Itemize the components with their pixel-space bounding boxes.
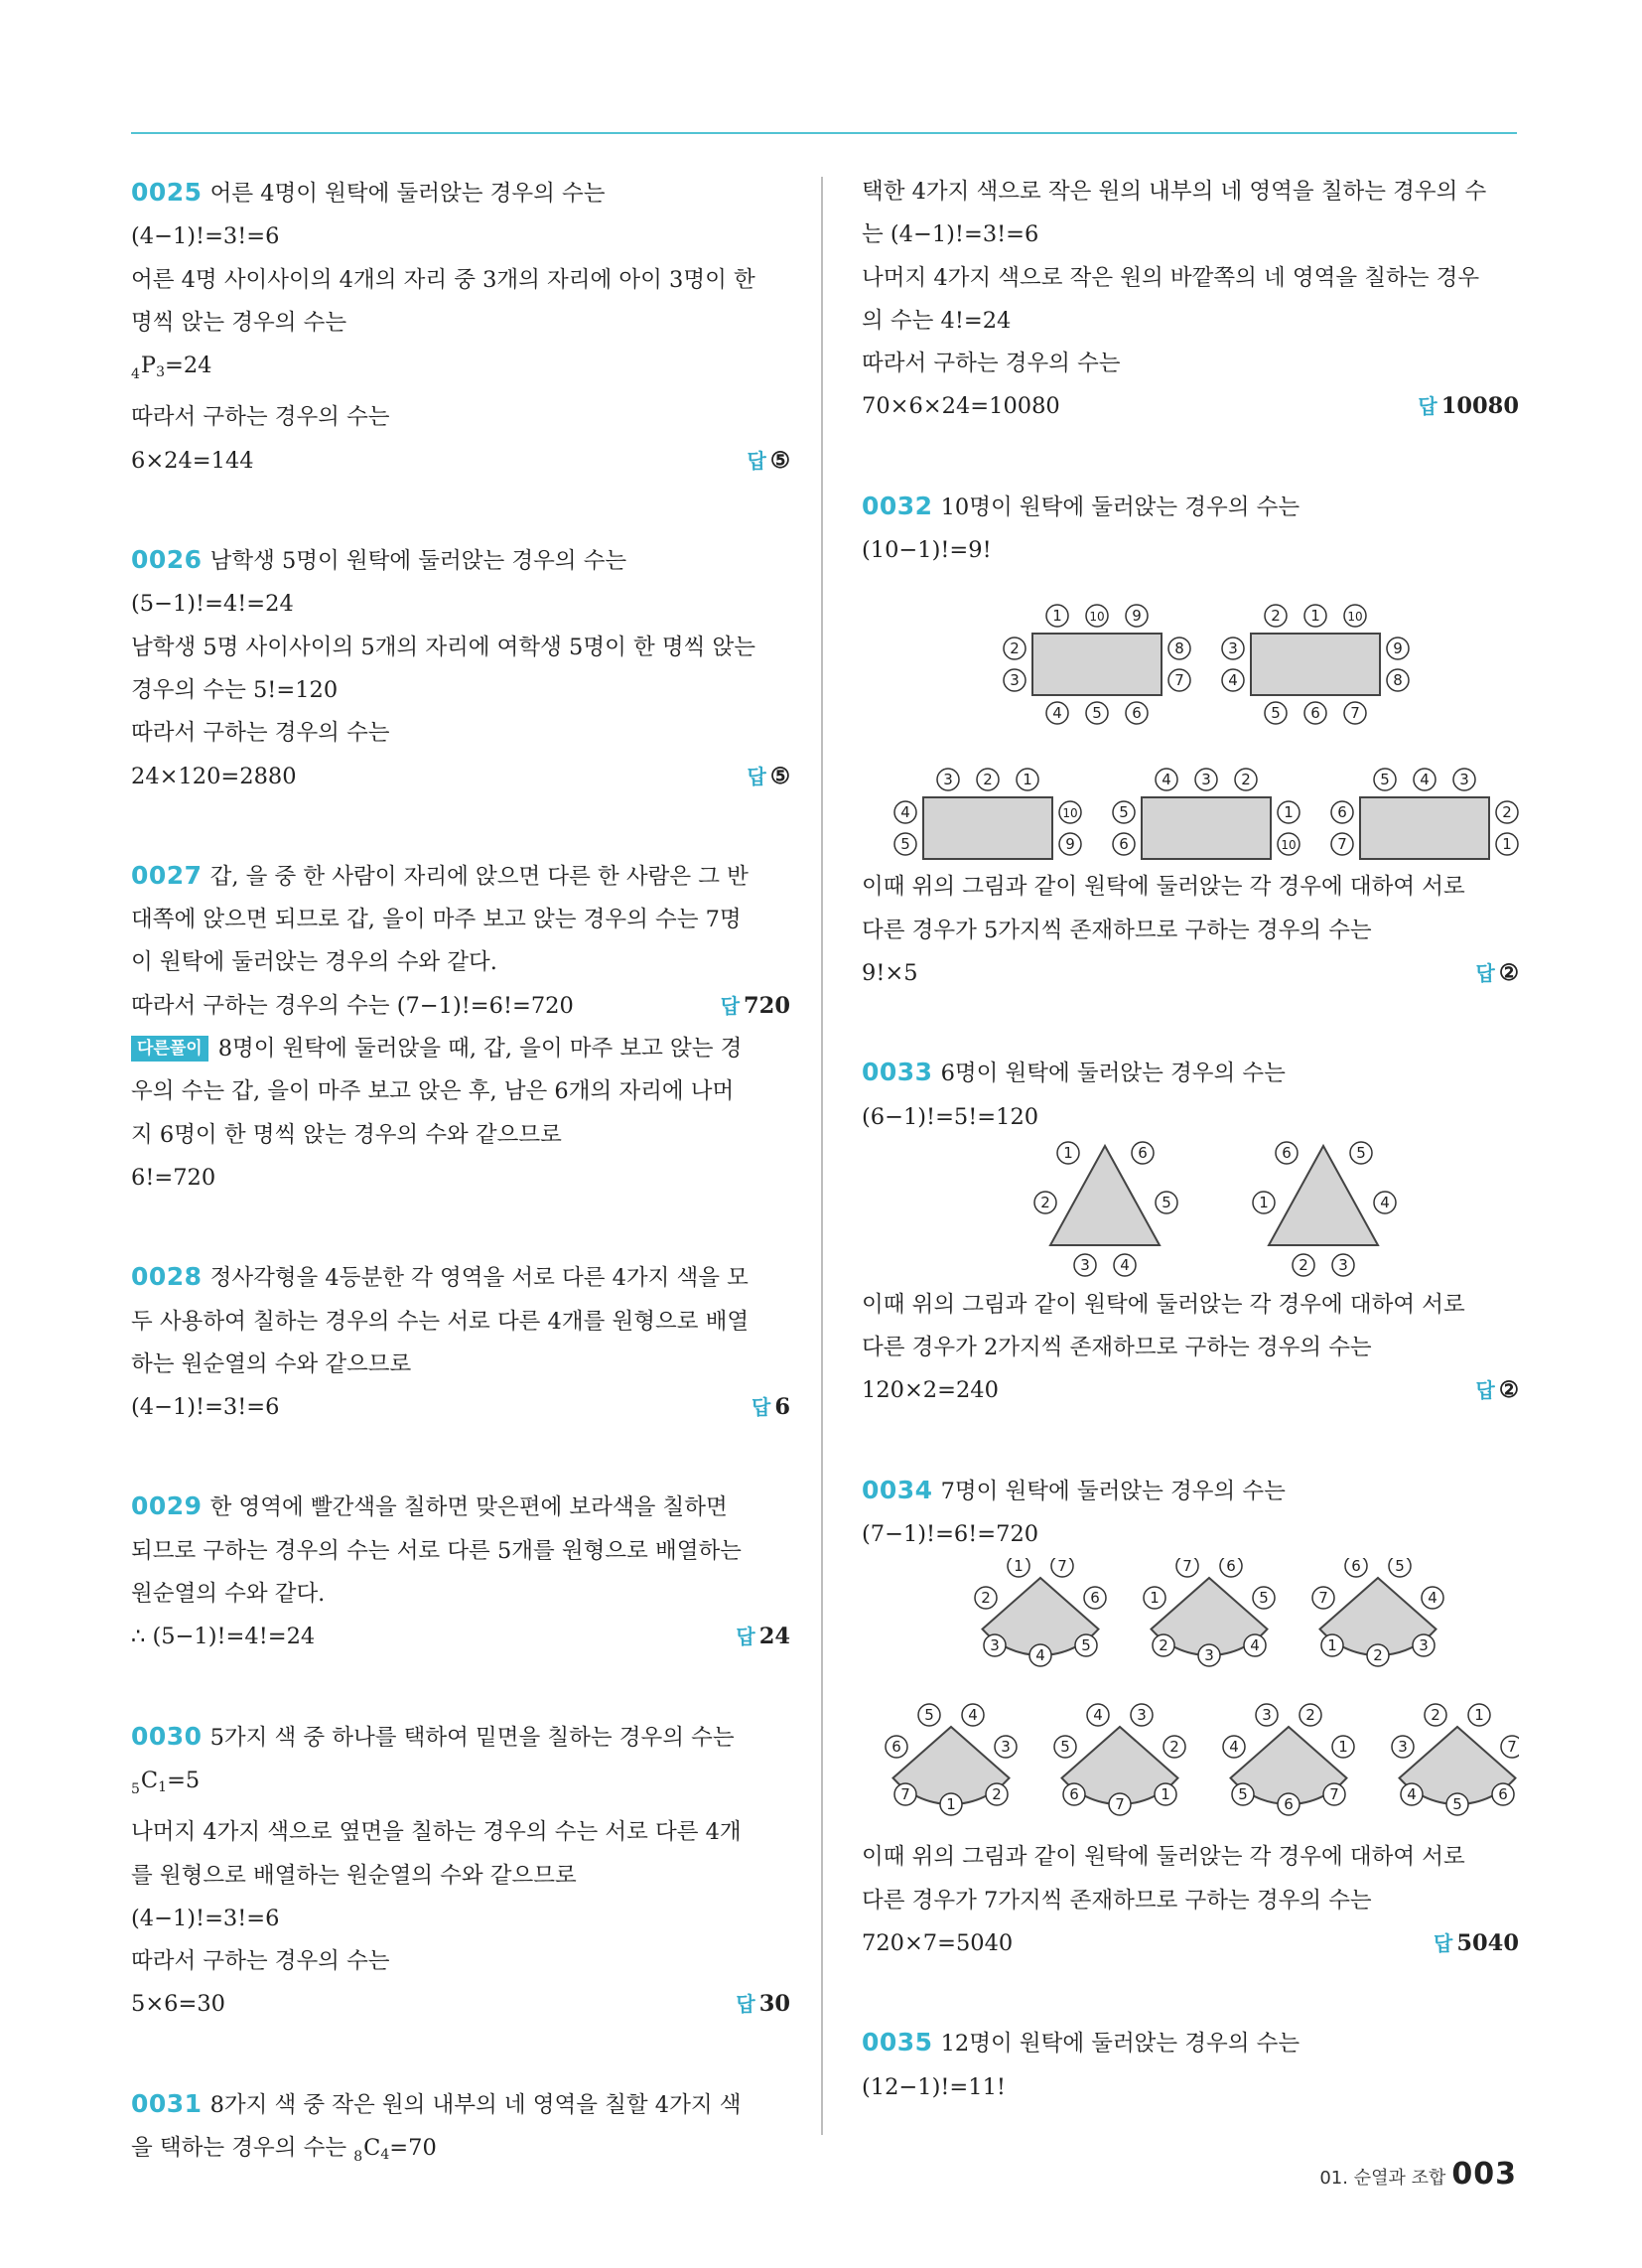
seat-label: 10: [1347, 610, 1363, 625]
table-rect: [1032, 634, 1162, 695]
seat-label: 3: [1419, 1636, 1429, 1655]
text-line: (12−1)!=11!: [862, 2073, 1006, 2100]
text-line: 하는 원순열의 수와 같으므로: [131, 1350, 412, 1377]
text-line: 9!×5: [862, 959, 918, 986]
seat-label: 6: [1282, 1143, 1292, 1162]
seat-label: 2: [1159, 1636, 1168, 1655]
text-line: 따라서 구하는 경우의 수는: [131, 404, 390, 431]
problem-0033: [862, 1051, 1519, 1412]
seat-label: 1: [1161, 1785, 1170, 1804]
seat-label: 2: [981, 1589, 991, 1608]
text-line: 따라서 구하는 경우의 수는: [131, 720, 390, 747]
answer: 답 720: [720, 992, 790, 1019]
problem-number: 0027: [131, 860, 203, 890]
formula-line: $_5C_1=5$: [131, 1767, 201, 1797]
text-line: 이 원탁에 둘러앉는 경우의 수와 같다.: [131, 949, 497, 976]
seat-label: 8: [1174, 639, 1184, 658]
text-line: 6!=720: [131, 1164, 216, 1191]
seat-label: 4: [1380, 1193, 1390, 1211]
table-rect: [1251, 634, 1380, 695]
formula-line: $_4P_3=24$: [131, 353, 212, 383]
text-line: 남학생 5명이 원탁에 둘러앉는 경우의 수는: [209, 548, 627, 575]
problem-0031-continued: [862, 171, 1519, 429]
seat-label: 4: [900, 803, 910, 822]
seat-label: 2: [992, 1785, 1002, 1804]
seat-label: 1: [1502, 835, 1512, 854]
page-number: 003: [1451, 2157, 1517, 2192]
seat-label: 5: [1395, 1558, 1405, 1576]
seat-label: 9: [1132, 607, 1142, 626]
seat-label: 4: [1229, 1738, 1239, 1757]
answer: 답 10080: [1418, 393, 1519, 420]
seat-label: 1: [946, 1795, 956, 1814]
text-line: 나머지 4가지 색으로 작은 원의 바깥쪽의 네 영역을 칠하는 경우: [862, 264, 1480, 291]
seat-label: 3: [1010, 671, 1020, 690]
text-line: 대쪽에 앉으면 되므로 갑, 을이 마주 보고 앉는 경우의 수는 7명: [131, 907, 742, 933]
seat-label: 1: [1259, 1193, 1269, 1211]
problem-number: 0035: [862, 2028, 933, 2057]
text-line: 의 수는 4!=24: [862, 307, 1012, 334]
problem-0029: [131, 1485, 790, 1658]
text-line: 이때 위의 그림과 같이 원탁에 둘러앉는 각 경우에 대하여 서로: [862, 874, 1465, 901]
seat-label: 7: [1115, 1795, 1125, 1814]
left-column: [131, 171, 790, 2234]
text-line: (4−1)!=3!=6: [131, 1905, 280, 1931]
seat-label: 3: [1001, 1738, 1011, 1757]
fan-tables-diagram: [862, 1558, 1519, 1832]
seat-label: 4: [1162, 771, 1171, 789]
right-column: [862, 171, 1519, 2165]
text-line: ∴ (5−1)!=4!=24: [131, 1624, 316, 1650]
seat-label: 3: [1137, 1706, 1147, 1725]
problem-number: 0028: [131, 1262, 203, 1292]
text-line: 다른 경우가 7가지씩 존재하므로 구하는 경우의 수는: [862, 1887, 1372, 1914]
page-footer: [1319, 2157, 1517, 2192]
seat-label: 1: [1284, 803, 1294, 822]
problem-number: 0029: [131, 1491, 203, 1521]
seat-label: 2: [983, 771, 993, 789]
seat-label: 4: [968, 1706, 978, 1725]
text-line: 다른 경우가 5가지씩 존재하므로 구하는 경우의 수는: [862, 917, 1372, 943]
problem-0032: [862, 485, 1519, 995]
text-line: 남학생 5명 사이사이의 5개의 자리에 여학생 5명이 한 명씩 앉는: [131, 634, 755, 660]
problem-0034: [862, 1469, 1519, 1965]
problem-number: 0026: [131, 545, 203, 575]
seat-label: 3: [1080, 1255, 1090, 1274]
seat-label: 1: [1474, 1706, 1484, 1725]
seat-label: 2: [1169, 1738, 1179, 1757]
seat-label: 6: [1069, 1785, 1079, 1804]
text-line: 7명이 원탁에 둘러앉는 경우의 수는: [940, 1478, 1286, 1504]
seat-label: 6: [1132, 704, 1142, 723]
seat-label: 3: [1262, 1706, 1272, 1725]
seat-label: 5: [1060, 1738, 1070, 1757]
text-line: 정사각형을 4등분한 각 영역을 서로 다른 4가지 색을 모: [209, 1265, 749, 1292]
seat-label: 5: [900, 835, 910, 854]
seat-label: 5: [1271, 704, 1281, 723]
text-line: (7−1)!=6!=720: [862, 1521, 1039, 1548]
column-divider: [821, 177, 823, 2135]
seat-label: 3: [943, 771, 953, 789]
problem-number: 0032: [862, 491, 933, 520]
seat-label: 7: [1182, 1558, 1192, 1576]
text-line: 나머지 4가지 색으로 옆면을 칠하는 경우의 수는 서로 다른 4개: [131, 1819, 742, 1846]
problem-0027: [131, 854, 790, 1200]
seat-label: 6: [1226, 1558, 1236, 1576]
seat-label: 2: [1305, 1706, 1315, 1725]
seat-label: 10: [1062, 806, 1078, 821]
text-line: 우의 수는 갑, 을이 마주 보고 앉은 후, 남은 6개의 자리에 나머: [131, 1078, 735, 1105]
text-line: 명씩 앉는 경우의 수는: [131, 309, 347, 336]
seat-label: 6: [1351, 1558, 1361, 1576]
text-line: 지 6명이 한 명씩 앉는 경우의 수와 같으므로: [131, 1121, 562, 1148]
text-line: 120×2=240: [862, 1377, 999, 1404]
text-line: 70×6×24=10080: [862, 393, 1060, 420]
text-line: (4−1)!=3!=6: [131, 1394, 280, 1421]
fan-table-figure: [862, 1558, 1519, 1836]
seat-label: 7: [1350, 704, 1360, 723]
seat-label: 5: [1356, 1143, 1366, 1162]
formula-line: 을 택하는 경우의 수는 $_8C_4=70$: [131, 2134, 437, 2165]
text-line: 이때 위의 그림과 같이 원탁에 둘러앉는 각 경우에 대하여 서로: [862, 1844, 1465, 1871]
problem-0028: [131, 1255, 790, 1429]
text-line: 경우의 수는 5!=120: [131, 676, 339, 703]
seat-label: 4: [1420, 771, 1430, 789]
chapter-title: 01. 순열과 조합: [1319, 2168, 1446, 2189]
text-line: (4−1)!=3!=6: [131, 223, 280, 250]
text-line: 를 원형으로 배열하는 원순열의 수와 같으므로: [131, 1862, 577, 1889]
text-line: (6−1)!=5!=120: [862, 1103, 1039, 1130]
seat-label: 5: [1452, 1795, 1462, 1814]
seat-label: 7: [1318, 1589, 1328, 1608]
rectangle-table-figure: [862, 574, 1519, 866]
seat-label: 1: [1150, 1589, 1160, 1608]
seat-label: 5: [1259, 1589, 1269, 1608]
header-rule: [131, 132, 1517, 134]
seat-label: 9: [1393, 639, 1403, 658]
seat-label: 6: [1119, 835, 1129, 854]
seat-label: 2: [1241, 771, 1251, 789]
alt-solution-badge: 다른풀이: [131, 1036, 208, 1062]
text-line: 이때 위의 그림과 같이 원탁에 둘러앉는 각 경우에 대하여 서로: [862, 1291, 1465, 1318]
seat-label: 5: [1119, 803, 1129, 822]
seat-label: 6: [1498, 1785, 1508, 1804]
seat-label: 6: [891, 1738, 901, 1757]
seat-label: 5: [1380, 771, 1390, 789]
seat-label: 7: [1507, 1738, 1517, 1757]
text-line: 8가지 색 중 작은 원의 내부의 네 영역을 칠할 4가지 색: [209, 2091, 742, 2118]
answer: 답 30: [736, 1991, 790, 2018]
answer: 답 ⑤: [747, 763, 790, 789]
seat-label: 2: [1271, 607, 1281, 626]
seat-label: 1: [1310, 607, 1320, 626]
text-line: 6명이 원탁에 둘러앉는 경우의 수는: [940, 1061, 1286, 1087]
text-line: (5−1)!=4!=24: [131, 591, 294, 618]
text-line: 되므로 구하는 경우의 수는 서로 다른 5개를 원형으로 배열하는: [131, 1537, 742, 1564]
answer: 답 ②: [1475, 959, 1519, 986]
seat-label: 3: [1459, 771, 1469, 789]
seat-label: 1: [1338, 1738, 1348, 1757]
seat-label: 7: [1174, 671, 1184, 690]
text-line: 따라서 구하는 경우의 수는: [131, 1948, 390, 1975]
seat-label: 2: [1431, 1706, 1440, 1725]
seat-label: 4: [1407, 1785, 1417, 1804]
seat-label: 3: [1201, 771, 1211, 789]
text-line: 두 사용하여 칠하는 경우의 수는 서로 다른 4개를 원형으로 배열: [131, 1308, 750, 1335]
text-line: 5가지 색 중 하나를 택하여 밑면을 칠하는 경우의 수는: [209, 1724, 735, 1751]
seat-label: 2: [1299, 1255, 1308, 1274]
answer: 답 ②: [1475, 1377, 1519, 1404]
text-line: 택한 4가지 색으로 작은 원의 내부의 네 영역을 칠하는 경우의 수: [862, 179, 1487, 205]
text-line: 6×24=144: [131, 447, 254, 474]
seat-label: 4: [1093, 1706, 1103, 1725]
seat-label: 7: [900, 1785, 910, 1804]
seat-label: 4: [1250, 1636, 1260, 1655]
answer: 답 ⑤: [747, 447, 790, 474]
seat-label: 6: [1138, 1143, 1148, 1162]
seat-label: 1: [1014, 1558, 1024, 1576]
problem-0035: [862, 2021, 1519, 2109]
problem-number: 0031: [131, 2088, 203, 2118]
seat-label: 7: [1329, 1785, 1339, 1804]
seat-label: 6: [1310, 704, 1320, 723]
seat-label: 5: [1238, 1785, 1248, 1804]
seat-label: 1: [1052, 607, 1062, 626]
seat-label: 1: [1023, 771, 1032, 789]
text-line: 다른 경우가 2가지씩 존재하므로 구하는 경우의 수는: [862, 1335, 1372, 1361]
answer: 답 6: [752, 1394, 790, 1421]
problem-0030: [131, 1715, 790, 2027]
text-line: 원순열의 수와 같다.: [131, 1581, 326, 1608]
seat-label: 4: [1052, 704, 1062, 723]
text-line: 갑, 을 중 한 사람이 자리에 앉으면 다른 한 사람은 그 반: [209, 863, 749, 890]
seat-label: 7: [1057, 1558, 1067, 1576]
seat-label: 4: [1120, 1255, 1130, 1274]
problem-number: 0030: [131, 1721, 203, 1751]
seat-label: 2: [1373, 1646, 1383, 1665]
text-line: 5×6=30: [131, 1991, 225, 2018]
seat-label: 2: [1040, 1193, 1050, 1211]
seat-label: 5: [1092, 704, 1102, 723]
seat-label: 10: [1281, 838, 1297, 853]
seat-label: 3: [990, 1636, 1000, 1655]
seat-label: 1: [1327, 1636, 1337, 1655]
table-rect: [923, 797, 1052, 859]
seat-label: 2: [1502, 803, 1512, 822]
table-rect: [1142, 797, 1271, 859]
table-rect: [1360, 797, 1489, 859]
problem-number: 0033: [862, 1058, 933, 1087]
rectangle-tables-diagram: [862, 574, 1519, 862]
text-line: 24×120=2880: [131, 763, 297, 789]
seat-label: 3: [1398, 1738, 1408, 1757]
seat-label: 5: [1081, 1636, 1091, 1655]
answer: 답 24: [736, 1624, 790, 1650]
problem-number: 0025: [131, 178, 203, 207]
text-line: 10명이 원탁에 둘러앉는 경우의 수는: [940, 494, 1300, 520]
seat-label: 6: [1090, 1589, 1100, 1608]
seat-label: 3: [1204, 1646, 1214, 1665]
text-line: 12명이 원탁에 둘러앉는 경우의 수는: [940, 2031, 1300, 2057]
triangle-table-figure: [862, 1141, 1519, 1284]
seat-label: 4: [1228, 671, 1238, 690]
seat-label: 7: [1337, 835, 1347, 854]
text-line: 따라서 구하는 경우의 수는 (7−1)!=6!=720: [131, 992, 574, 1019]
seat-label: 5: [924, 1706, 934, 1725]
seat-label: 4: [1428, 1589, 1437, 1608]
seat-label: 3: [1228, 639, 1238, 658]
text-line: 어른 4명 사이사이의 4개의 자리 중 3개의 자리에 아이 3명이 한: [131, 266, 755, 293]
text-line: 한 영역에 빨간색을 칠하면 맞은편에 보라색을 칠하면: [209, 1494, 728, 1521]
text-line: 어른 4명이 원탁에 둘러앉는 경우의 수는: [209, 181, 606, 207]
seat-label: 3: [1338, 1255, 1348, 1274]
problem-0025: [131, 171, 790, 483]
text-line: (10−1)!=9!: [862, 537, 992, 564]
text-line: 는 (4−1)!=3!=6: [862, 221, 1039, 248]
text-line: 720×7=5040: [862, 1929, 1014, 1956]
problem-number: 0034: [862, 1475, 933, 1504]
seat-label: 6: [1284, 1795, 1294, 1814]
seat-label: 2: [1010, 639, 1020, 658]
triangle-tables-diagram: [862, 1141, 1519, 1280]
problem-0031: [131, 2082, 790, 2180]
seat-label: 5: [1162, 1193, 1171, 1211]
seat-label: 4: [1035, 1646, 1045, 1665]
text-line: 8명이 원탁에 둘러앉을 때, 갑, 을이 마주 보고 앉는 경: [217, 1036, 743, 1063]
text-line: 따라서 구하는 경우의 수는: [862, 351, 1121, 377]
seat-label: 9: [1065, 835, 1075, 854]
seat-label: 1: [1063, 1143, 1073, 1162]
seat-label: 10: [1089, 610, 1105, 625]
problem-0026: [131, 538, 790, 798]
answer: 답 5040: [1434, 1929, 1519, 1956]
seat-label: 8: [1393, 671, 1403, 690]
seat-label: 6: [1337, 803, 1347, 822]
